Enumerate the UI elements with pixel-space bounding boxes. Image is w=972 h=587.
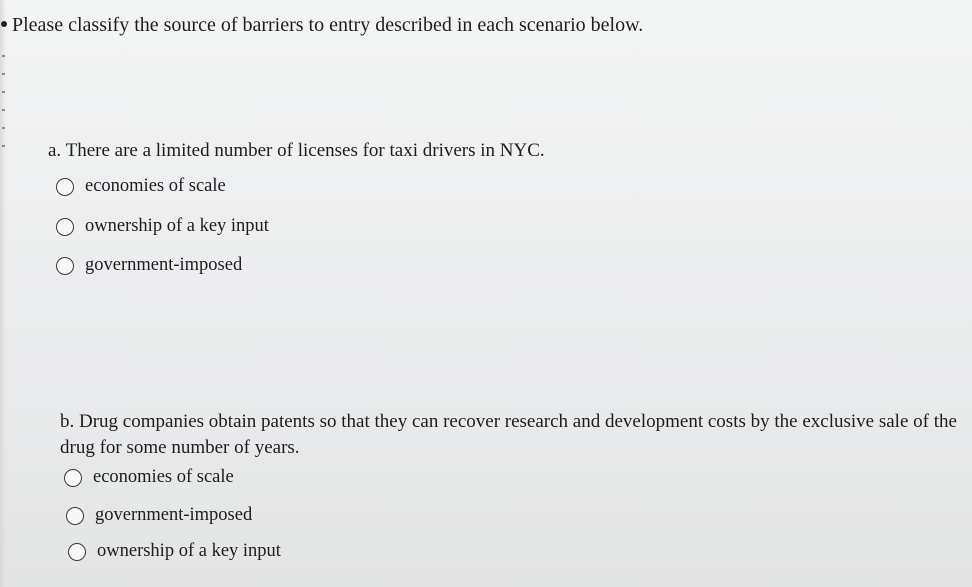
radio-button-icon[interactable] bbox=[68, 543, 86, 561]
option-a-economies-of-scale[interactable] bbox=[56, 176, 226, 197]
option-a-government-imposed[interactable] bbox=[56, 255, 242, 276]
radio-button-icon[interactable] bbox=[64, 469, 82, 487]
option-label: government-imposed bbox=[85, 255, 243, 275]
option-a-ownership-of-key-input[interactable] bbox=[56, 216, 269, 237]
radio-button-icon[interactable] bbox=[56, 178, 74, 196]
option-label: ownership of a key input bbox=[85, 216, 269, 236]
radio-button-icon[interactable] bbox=[66, 507, 84, 525]
option-label: ownership of a key input bbox=[97, 541, 281, 561]
question-a: a. There are a limited number of licenses for taxi drivers in NYC. bbox=[48, 140, 545, 161]
option-b-ownership-of-key-input[interactable] bbox=[68, 541, 281, 562]
radio-button-icon[interactable] bbox=[56, 218, 74, 236]
option-b-government-imposed[interactable] bbox=[66, 505, 252, 526]
option-label: economies of scale bbox=[93, 467, 234, 487]
option-b-economies-of-scale[interactable] bbox=[64, 467, 234, 488]
instruction-text: Please classify the source of barriers to entry described in each scenario below. bbox=[12, 14, 644, 36]
left-edge-marks bbox=[2, 55, 5, 185]
option-label: economies of scale bbox=[85, 176, 226, 196]
bullet-icon bbox=[1, 21, 7, 27]
option-label: government-imposed bbox=[95, 505, 253, 525]
radio-button-icon[interactable] bbox=[56, 257, 74, 275]
question-b: b. Drug companies obtain patents so that they can recover research and development costs by the exclusive sale of the drug for some number of years. bbox=[60, 411, 957, 458]
